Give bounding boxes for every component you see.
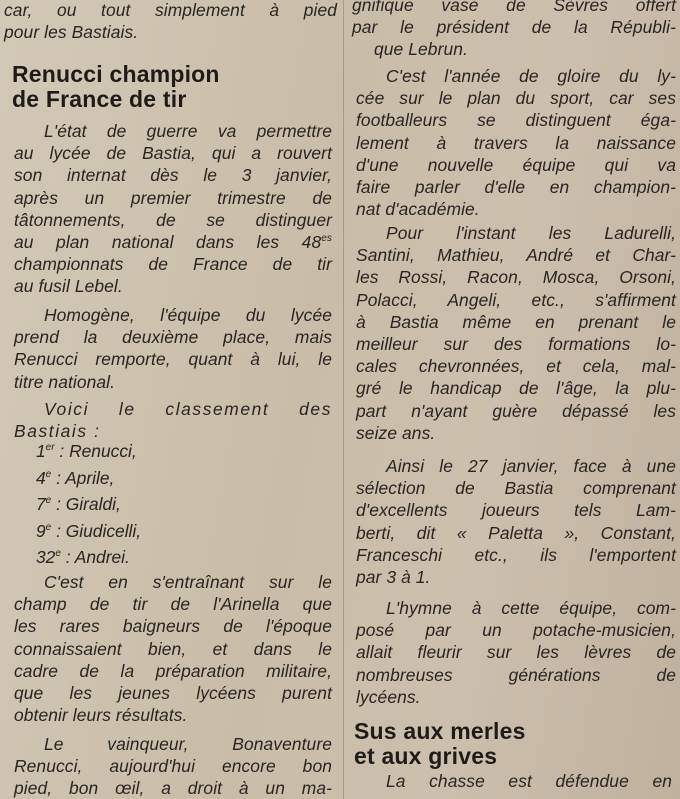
superscript: e bbox=[55, 548, 61, 559]
text-line: champ de tir de l'Arinella que bbox=[14, 594, 332, 615]
left-paragraph-2 bbox=[14, 304, 332, 393]
text-line: Le vainqueur, Bonaventure bbox=[44, 734, 332, 754]
text-line: Bastiais : bbox=[14, 421, 101, 442]
text-line: pied, bon œil, a droit à un ma- bbox=[14, 778, 332, 799]
ranking-item bbox=[8, 518, 141, 545]
rank-number: 4 bbox=[36, 467, 46, 488]
text-line: Franceschi etc., ils l'emportent bbox=[356, 544, 676, 565]
ranking-item bbox=[8, 438, 141, 465]
text-line: Renucci remporte, quant à lui, le bbox=[14, 349, 332, 370]
text-line: part n'ayant guère dépassé les bbox=[356, 400, 676, 421]
left-paragraph-5 bbox=[14, 733, 332, 799]
text-fragment: au plan national dans les 48 bbox=[14, 232, 322, 253]
heading-line: Renucci champion bbox=[12, 61, 220, 87]
text-line: footballeurs se distinguent éga- bbox=[356, 110, 676, 131]
text-line: meilleur sur des formations lo- bbox=[356, 334, 676, 355]
left-paragraph-3 bbox=[14, 398, 332, 442]
text-line: son internat dès le 3 janvier, bbox=[14, 165, 332, 186]
right-paragraph-4 bbox=[356, 597, 676, 708]
text-line: d'excellents joueurs tels Lam- bbox=[356, 500, 676, 521]
text-line: prend la deuxième place, mais bbox=[14, 327, 332, 348]
heading-line: de France de tir bbox=[12, 86, 187, 112]
text-line: sélection de Bastia comprenant bbox=[356, 478, 676, 499]
text-line: titre national. bbox=[14, 371, 116, 392]
text-line: que les jeunes lycéens purent bbox=[14, 683, 332, 704]
rank-name: : Renucci, bbox=[54, 441, 137, 461]
text-line: seize ans. bbox=[356, 422, 436, 443]
text-line: posé par un potache-musicien, bbox=[356, 620, 676, 641]
column-divider bbox=[343, 0, 344, 799]
text-line: La chasse est défendue en bbox=[386, 771, 672, 791]
text-line: berti, dit « Paletta », Constant, bbox=[356, 522, 676, 543]
text-line: par le président de la Républi- bbox=[352, 17, 676, 38]
rank-number: 9 bbox=[36, 520, 46, 541]
heading-line: Sus aux merles bbox=[354, 718, 526, 744]
heading-line: et aux grives bbox=[354, 743, 498, 769]
ranking-item bbox=[8, 544, 141, 571]
heading-chasse bbox=[354, 719, 526, 769]
text-line: Homogène, l'équipe du lycée bbox=[44, 305, 332, 325]
right-intro bbox=[352, 0, 676, 61]
rank-number: 1 bbox=[36, 441, 46, 461]
superscript: e bbox=[45, 468, 52, 480]
rank-name: : Aprile, bbox=[51, 467, 115, 488]
text-line: par 3 à 1. bbox=[356, 567, 431, 588]
left-intro bbox=[4, 0, 337, 43]
right-paragraph-5 bbox=[356, 770, 672, 792]
text-line: pour les Bastiais. bbox=[4, 22, 139, 43]
rank-number: 32 bbox=[36, 547, 56, 567]
text-line: faire parler d'elle en champion- bbox=[356, 177, 676, 198]
text-line: tâtonnements, de se distinguer bbox=[14, 209, 332, 230]
rank-name: : Giraldi, bbox=[51, 494, 121, 514]
text-line: à Bastia même en prenant le bbox=[356, 311, 676, 332]
text-line: C'est l'année de gloire du ly- bbox=[386, 66, 676, 86]
text-line: Renucci, aujourd'hui encore bon bbox=[14, 756, 332, 777]
text-line: Pour l'instant les Ladurelli, bbox=[386, 223, 676, 243]
text-line: Polacci, Angeli, etc., s'affirment bbox=[356, 289, 676, 310]
ranking-item bbox=[8, 491, 141, 518]
text-line: d'une nouvelle équipe qui va bbox=[356, 154, 676, 175]
superscript: e bbox=[45, 495, 52, 506]
text-line: les Rossi, Racon, Mosca, Orsoni, bbox=[356, 267, 676, 288]
superscript: e bbox=[45, 521, 52, 533]
left-paragraph-4 bbox=[14, 571, 332, 726]
text-line: Voici le classement des bbox=[44, 399, 332, 419]
rank-name: : Giudicelli, bbox=[51, 520, 142, 541]
text-line: L'état de guerre va permettre bbox=[44, 121, 332, 141]
text-line: allait fleurir sur les lèvres de bbox=[356, 642, 676, 663]
text-line: gnifique vase de Sèvres offert bbox=[352, 0, 676, 15]
text-line bbox=[14, 231, 332, 253]
text-line: lycéens. bbox=[356, 686, 421, 707]
text-line: championnats de France de tir bbox=[14, 254, 332, 275]
heading-renucci bbox=[12, 62, 220, 112]
text-line: nombreuses générations de bbox=[356, 664, 676, 685]
text-line: obtenir leurs résultats. bbox=[14, 705, 188, 726]
text-line: connaissaient bien, et dans le bbox=[14, 638, 332, 659]
rank-name: : Andrei. bbox=[60, 547, 130, 567]
right-paragraph-3 bbox=[356, 455, 676, 588]
text-line: les rares baigneurs de l'époque bbox=[14, 616, 332, 637]
text-line: C'est en s'entraînant sur le bbox=[44, 572, 332, 592]
text-line: gré le handicap de l'âge, la plu- bbox=[356, 378, 676, 399]
ranking-list bbox=[8, 438, 141, 571]
text-line: cadre de la préparation militaire, bbox=[14, 660, 332, 681]
text-line: Ainsi le 27 janvier, face à une bbox=[386, 456, 676, 476]
text-line: nat d'académie. bbox=[356, 199, 480, 220]
text-line: Santini, Mathieu, André et Char- bbox=[356, 245, 676, 266]
text-line: lement à travers la naissance bbox=[356, 132, 676, 153]
text-line: après un premier trimestre de bbox=[14, 187, 332, 208]
text-line: car, ou tout simplement à pied bbox=[4, 0, 337, 20]
rank-number: 7 bbox=[36, 494, 46, 514]
superscript: es bbox=[321, 233, 332, 245]
right-paragraph-2 bbox=[356, 222, 676, 444]
text-line: au fusil Lebel. bbox=[14, 276, 123, 297]
ranking-item bbox=[8, 465, 141, 492]
left-paragraph-1 bbox=[14, 120, 332, 298]
text-line: que Lebrun. bbox=[374, 39, 468, 60]
text-line: cée sur le plan du sport, car ses bbox=[356, 88, 676, 109]
text-line: au lycée de Bastia, qui a rouvert bbox=[14, 143, 332, 164]
text-line: L'hymne à cette équipe, com- bbox=[386, 598, 676, 618]
right-paragraph-1 bbox=[356, 65, 676, 220]
text-line: cales chevronnées, et cela, mal- bbox=[356, 356, 676, 377]
superscript: er bbox=[45, 442, 55, 453]
